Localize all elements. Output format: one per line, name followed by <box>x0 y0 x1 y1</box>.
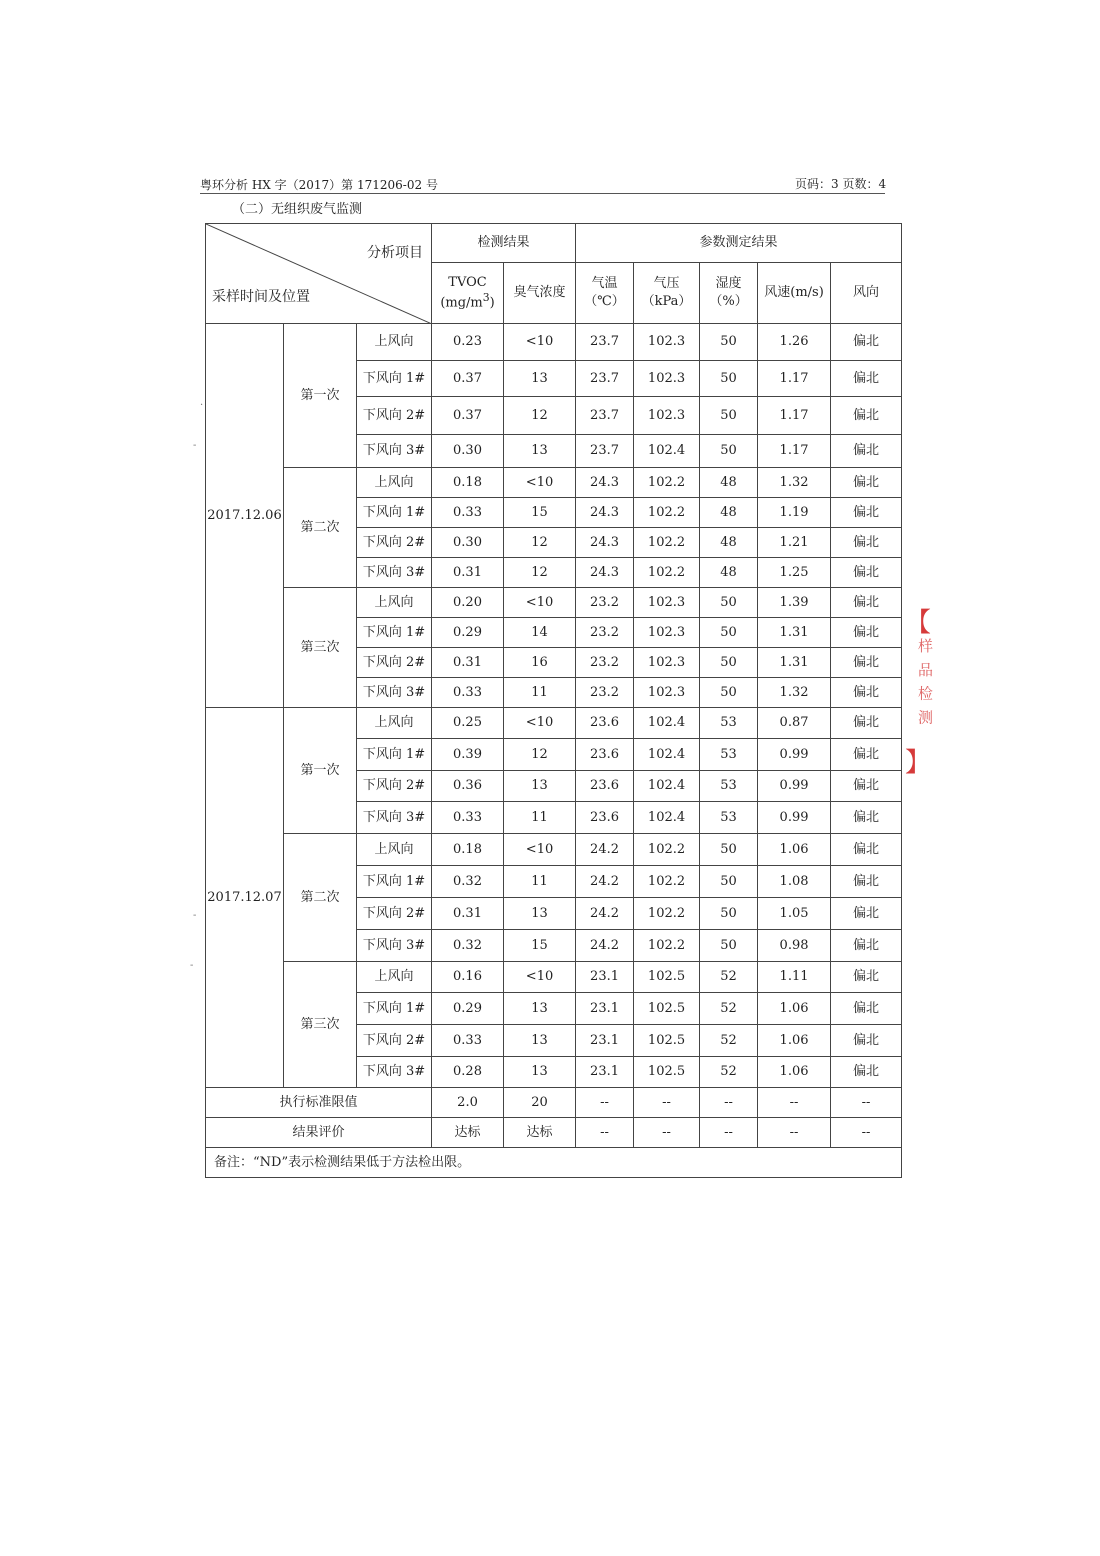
corner-analysis-item: 分析项目 <box>367 245 424 261</box>
humidity-cell: 52 <box>700 993 758 1025</box>
group-parameter-results: 参数测定结果 <box>576 224 902 263</box>
humidity-cell: 50 <box>700 930 758 962</box>
evaluation-row-label: 结果评价 <box>206 1118 432 1148</box>
pressure-cell: 102.3 <box>634 361 700 397</box>
note-row <box>206 1148 902 1178</box>
humidity-cell: 50 <box>700 898 758 930</box>
odor-cell: 13 <box>504 1057 576 1088</box>
temperature-cell: 23.6 <box>576 739 634 771</box>
temperature-cell: 24.2 <box>576 834 634 866</box>
note-text: 备注：“ND”表示检测结果低于方法检出限。 <box>206 1148 902 1178</box>
pressure-cell: 102.2 <box>634 528 700 558</box>
tvoc-cell: 0.31 <box>432 558 504 588</box>
position-cell: 上风向 <box>357 468 432 498</box>
limit-row-value: 2.0 <box>432 1088 504 1118</box>
limit-row-value: -- <box>758 1088 831 1118</box>
humidity-cell: 48 <box>700 558 758 588</box>
evaluation-row-value: -- <box>831 1118 902 1148</box>
humidity-cell: 48 <box>700 528 758 558</box>
col-temperature: 气温 （℃） <box>576 263 634 324</box>
humidity-cell: 50 <box>700 678 758 708</box>
tvoc-cell: 0.31 <box>432 898 504 930</box>
wind-speed-cell: 1.31 <box>758 648 831 678</box>
position-cell: 上风向 <box>357 588 432 618</box>
wind-direction-cell: 偏北 <box>831 468 902 498</box>
odor-cell: 15 <box>504 498 576 528</box>
position-cell: 下风向 3# <box>357 435 432 468</box>
tvoc-cell: 0.28 <box>432 1057 504 1088</box>
odor-cell: 11 <box>504 802 576 834</box>
wind-speed-cell: 0.87 <box>758 708 831 739</box>
tvoc-cell: 0.18 <box>432 468 504 498</box>
humidity-cell: 52 <box>700 962 758 993</box>
position-cell: 下风向 3# <box>357 930 432 962</box>
temperature-cell: 23.1 <box>576 993 634 1025</box>
tvoc-cell: 0.30 <box>432 528 504 558</box>
temperature-cell: 23.7 <box>576 397 634 435</box>
date-cell: 2017.12.07 <box>206 708 284 1088</box>
position-cell: 下风向 2# <box>357 528 432 558</box>
table-row <box>206 468 902 498</box>
pressure-cell: 102.3 <box>634 618 700 648</box>
humidity-cell: 53 <box>700 771 758 802</box>
temperature-cell: 23.6 <box>576 771 634 802</box>
limit-row-value: -- <box>831 1088 902 1118</box>
position-cell: 上风向 <box>357 962 432 993</box>
wind-speed-cell: 1.11 <box>758 962 831 993</box>
pressure-cell: 102.4 <box>634 739 700 771</box>
col-tvoc: TVOC $(mg/m^3)$ <box>432 263 504 324</box>
header-divider <box>200 193 885 194</box>
tvoc-cell: 0.30 <box>432 435 504 468</box>
tvoc-cell: 0.32 <box>432 866 504 898</box>
odor-cell: <10 <box>504 834 576 866</box>
humidity-cell: 50 <box>700 834 758 866</box>
position-cell: 下风向 2# <box>357 648 432 678</box>
odor-cell: 12 <box>504 558 576 588</box>
position-cell: 下风向 2# <box>357 898 432 930</box>
evaluation-row <box>206 1118 902 1148</box>
tvoc-cell: 0.33 <box>432 1025 504 1057</box>
position-cell: 下风向 3# <box>357 678 432 708</box>
humidity-cell: 50 <box>700 648 758 678</box>
limit-row-value: -- <box>634 1088 700 1118</box>
limit-row-value: -- <box>700 1088 758 1118</box>
col-wind-direction: 风向 <box>831 263 902 324</box>
tvoc-cell: 0.29 <box>432 618 504 648</box>
position-cell: 下风向 1# <box>357 993 432 1025</box>
wind-speed-cell: 1.32 <box>758 678 831 708</box>
humidity-cell: 53 <box>700 708 758 739</box>
col-pressure: 气压 （kPa） <box>634 263 700 324</box>
pressure-cell: 102.3 <box>634 397 700 435</box>
humidity-cell: 48 <box>700 498 758 528</box>
wind-speed-cell: 1.19 <box>758 498 831 528</box>
wind-speed-cell: 1.06 <box>758 1025 831 1057</box>
wind-speed-cell: 0.98 <box>758 930 831 962</box>
odor-cell: 16 <box>504 648 576 678</box>
temperature-cell: 23.1 <box>576 962 634 993</box>
position-cell: 下风向 3# <box>357 558 432 588</box>
group-detection-results: 检测结果 <box>432 224 576 263</box>
scan-mark: - <box>193 910 197 921</box>
wind-direction-cell: 偏北 <box>831 834 902 866</box>
temperature-cell: 23.2 <box>576 648 634 678</box>
tvoc-cell: 0.36 <box>432 771 504 802</box>
humidity-cell: 50 <box>700 361 758 397</box>
wind-direction-cell: 偏北 <box>831 588 902 618</box>
temperature-cell: 23.6 <box>576 708 634 739</box>
wind-direction-cell: 偏北 <box>831 361 902 397</box>
temperature-cell: 24.3 <box>576 528 634 558</box>
pressure-cell: 102.2 <box>634 558 700 588</box>
position-cell: 下风向 1# <box>357 739 432 771</box>
wind-direction-cell: 偏北 <box>831 1025 902 1057</box>
pressure-cell: 102.5 <box>634 1025 700 1057</box>
col-humidity: 湿度 （%） <box>700 263 758 324</box>
odor-cell: <10 <box>504 588 576 618</box>
position-cell: 下风向 1# <box>357 618 432 648</box>
odor-cell: <10 <box>504 962 576 993</box>
tvoc-cell: 0.33 <box>432 802 504 834</box>
odor-cell: 14 <box>504 618 576 648</box>
odor-cell: <10 <box>504 708 576 739</box>
odor-cell: <10 <box>504 468 576 498</box>
evaluation-row-value: 达标 <box>432 1118 504 1148</box>
tvoc-cell: 0.37 <box>432 361 504 397</box>
temperature-cell: 23.2 <box>576 618 634 648</box>
wind-direction-cell: 偏北 <box>831 397 902 435</box>
wind-direction-cell: 偏北 <box>831 678 902 708</box>
wind-speed-cell: 1.17 <box>758 361 831 397</box>
wind-direction-cell: 偏北 <box>831 648 902 678</box>
wind-direction-cell: 偏北 <box>831 962 902 993</box>
temperature-cell: 24.2 <box>576 930 634 962</box>
odor-cell: <10 <box>504 324 576 361</box>
wind-speed-cell: 0.99 <box>758 739 831 771</box>
temperature-cell: 23.7 <box>576 361 634 397</box>
position-cell: 上风向 <box>357 324 432 361</box>
pressure-cell: 102.5 <box>634 962 700 993</box>
tvoc-cell: 0.23 <box>432 324 504 361</box>
table-row <box>206 588 902 618</box>
wind-speed-cell: 1.32 <box>758 468 831 498</box>
pressure-cell: 102.4 <box>634 771 700 802</box>
wind-speed-cell: 1.05 <box>758 898 831 930</box>
position-cell: 下风向 2# <box>357 771 432 802</box>
wind-speed-cell: 0.99 <box>758 771 831 802</box>
humidity-cell: 52 <box>700 1025 758 1057</box>
humidity-cell: 50 <box>700 435 758 468</box>
wind-speed-cell: 1.08 <box>758 866 831 898</box>
odor-cell: 13 <box>504 993 576 1025</box>
evaluation-row-value: -- <box>576 1118 634 1148</box>
wind-direction-cell: 偏北 <box>831 618 902 648</box>
round-cell: 第一次 <box>284 708 357 834</box>
position-cell: 下风向 1# <box>357 866 432 898</box>
odor-cell: 11 <box>504 678 576 708</box>
temperature-cell: 23.2 <box>576 678 634 708</box>
round-cell: 第一次 <box>284 324 357 468</box>
wind-direction-cell: 偏北 <box>831 898 902 930</box>
tvoc-cell: 0.39 <box>432 739 504 771</box>
tvoc-cell: 0.16 <box>432 962 504 993</box>
wind-speed-cell: 1.26 <box>758 324 831 361</box>
wind-direction-cell: 偏北 <box>831 435 902 468</box>
limit-row-value: -- <box>576 1088 634 1118</box>
round-cell: 第三次 <box>284 588 357 708</box>
tvoc-cell: 0.37 <box>432 397 504 435</box>
position-cell: 下风向 3# <box>357 802 432 834</box>
document-number: 粤环分析 HX 字（2017）第 171206-02 号 <box>200 178 438 192</box>
odor-cell: 13 <box>504 435 576 468</box>
odor-cell: 12 <box>504 739 576 771</box>
wind-direction-cell: 偏北 <box>831 993 902 1025</box>
page-info: 页码：3 页数：4 <box>795 177 887 191</box>
position-cell: 下风向 3# <box>357 1057 432 1088</box>
temperature-cell: 24.3 <box>576 558 634 588</box>
temperature-cell: 23.7 <box>576 435 634 468</box>
pressure-cell: 102.4 <box>634 435 700 468</box>
pressure-cell: 102.5 <box>634 993 700 1025</box>
pressure-cell: 102.3 <box>634 678 700 708</box>
col-wind-speed: 风速(m/s) <box>758 263 831 324</box>
temperature-cell: 23.2 <box>576 588 634 618</box>
position-cell: 上风向 <box>357 708 432 739</box>
position-cell: 下风向 2# <box>357 397 432 435</box>
temperature-cell: 23.1 <box>576 1057 634 1088</box>
corner-sampling-position: 采样时间及位置 <box>212 289 310 305</box>
odor-cell: 15 <box>504 930 576 962</box>
temperature-cell: 24.2 <box>576 866 634 898</box>
position-cell: 上风向 <box>357 834 432 866</box>
wind-direction-cell: 偏北 <box>831 498 902 528</box>
table-row <box>206 962 902 993</box>
pressure-cell: 102.2 <box>634 898 700 930</box>
wind-direction-cell: 偏北 <box>831 324 902 361</box>
humidity-cell: 53 <box>700 802 758 834</box>
limit-row <box>206 1088 902 1118</box>
temperature-cell: 23.1 <box>576 1025 634 1057</box>
round-cell: 第二次 <box>284 834 357 962</box>
temperature-cell: 23.6 <box>576 802 634 834</box>
limit-row-value: 20 <box>504 1088 576 1118</box>
temperature-cell: 24.2 <box>576 898 634 930</box>
humidity-cell: 50 <box>700 397 758 435</box>
wind-direction-cell: 偏北 <box>831 1057 902 1088</box>
odor-cell: 13 <box>504 1025 576 1057</box>
pressure-cell: 102.2 <box>634 468 700 498</box>
tvoc-cell: 0.18 <box>432 834 504 866</box>
humidity-cell: 50 <box>700 618 758 648</box>
wind-direction-cell: 偏北 <box>831 708 902 739</box>
wind-direction-cell: 偏北 <box>831 866 902 898</box>
pressure-cell: 102.5 <box>634 1057 700 1088</box>
red-stamp: 【 样 品 检 测 】 <box>905 608 934 778</box>
evaluation-row-value: -- <box>634 1118 700 1148</box>
wind-direction-cell: 偏北 <box>831 771 902 802</box>
table-row <box>206 708 902 739</box>
wind-direction-cell: 偏北 <box>831 930 902 962</box>
tvoc-cell: 0.33 <box>432 678 504 708</box>
tvoc-cell: 0.25 <box>432 708 504 739</box>
wind-speed-cell: 1.17 <box>758 397 831 435</box>
monitoring-table <box>205 223 902 1178</box>
position-cell: 下风向 1# <box>357 361 432 397</box>
humidity-cell: 53 <box>700 739 758 771</box>
date-cell: 2017.12.06 <box>206 324 284 708</box>
pressure-cell: 102.3 <box>634 648 700 678</box>
tvoc-cell: 0.29 <box>432 993 504 1025</box>
table-row <box>206 324 902 361</box>
pressure-cell: 102.2 <box>634 930 700 962</box>
pressure-cell: 102.2 <box>634 498 700 528</box>
wind-speed-cell: 1.21 <box>758 528 831 558</box>
round-cell: 第二次 <box>284 468 357 588</box>
odor-cell: 13 <box>504 771 576 802</box>
scan-mark: · <box>200 400 204 411</box>
pressure-cell: 102.3 <box>634 588 700 618</box>
humidity-cell: 50 <box>700 588 758 618</box>
scan-mark: - <box>193 440 197 451</box>
wind-speed-cell: 1.17 <box>758 435 831 468</box>
tvoc-cell: 0.31 <box>432 648 504 678</box>
wind-speed-cell: 1.06 <box>758 834 831 866</box>
limit-row-label: 执行标准限值 <box>206 1088 432 1118</box>
pressure-cell: 102.4 <box>634 708 700 739</box>
evaluation-row-value: -- <box>758 1118 831 1148</box>
pressure-cell: 102.3 <box>634 324 700 361</box>
table-row <box>206 834 902 866</box>
col-odor: 臭气浓度 <box>504 263 576 324</box>
humidity-cell: 50 <box>700 324 758 361</box>
position-cell: 下风向 2# <box>357 1025 432 1057</box>
wind-speed-cell: 1.06 <box>758 993 831 1025</box>
wind-speed-cell: 1.25 <box>758 558 831 588</box>
wind-direction-cell: 偏北 <box>831 802 902 834</box>
wind-direction-cell: 偏北 <box>831 558 902 588</box>
section-title: （二）无组织废气监测 <box>232 202 363 217</box>
humidity-cell: 48 <box>700 468 758 498</box>
odor-cell: 13 <box>504 361 576 397</box>
evaluation-row-value: -- <box>700 1118 758 1148</box>
wind-speed-cell: 1.31 <box>758 618 831 648</box>
temperature-cell: 23.7 <box>576 324 634 361</box>
odor-cell: 12 <box>504 397 576 435</box>
tvoc-cell: 0.32 <box>432 930 504 962</box>
evaluation-row-value: 达标 <box>504 1118 576 1148</box>
scan-mark: - <box>190 960 194 971</box>
pressure-cell: 102.2 <box>634 866 700 898</box>
tvoc-cell: 0.33 <box>432 498 504 528</box>
wind-direction-cell: 偏北 <box>831 739 902 771</box>
odor-cell: 11 <box>504 866 576 898</box>
diagonal-header-cell <box>206 224 432 324</box>
wind-speed-cell: 0.99 <box>758 802 831 834</box>
wind-speed-cell: 1.06 <box>758 1057 831 1088</box>
pressure-cell: 102.4 <box>634 802 700 834</box>
position-cell: 下风向 1# <box>357 498 432 528</box>
wind-direction-cell: 偏北 <box>831 528 902 558</box>
odor-cell: 13 <box>504 898 576 930</box>
diagonal-line <box>206 224 432 324</box>
odor-cell: 12 <box>504 528 576 558</box>
wind-speed-cell: 1.39 <box>758 588 831 618</box>
pressure-cell: 102.2 <box>634 834 700 866</box>
temperature-cell: 24.3 <box>576 498 634 528</box>
tvoc-cell: 0.20 <box>432 588 504 618</box>
humidity-cell: 50 <box>700 866 758 898</box>
humidity-cell: 52 <box>700 1057 758 1088</box>
round-cell: 第三次 <box>284 962 357 1088</box>
temperature-cell: 24.3 <box>576 468 634 498</box>
